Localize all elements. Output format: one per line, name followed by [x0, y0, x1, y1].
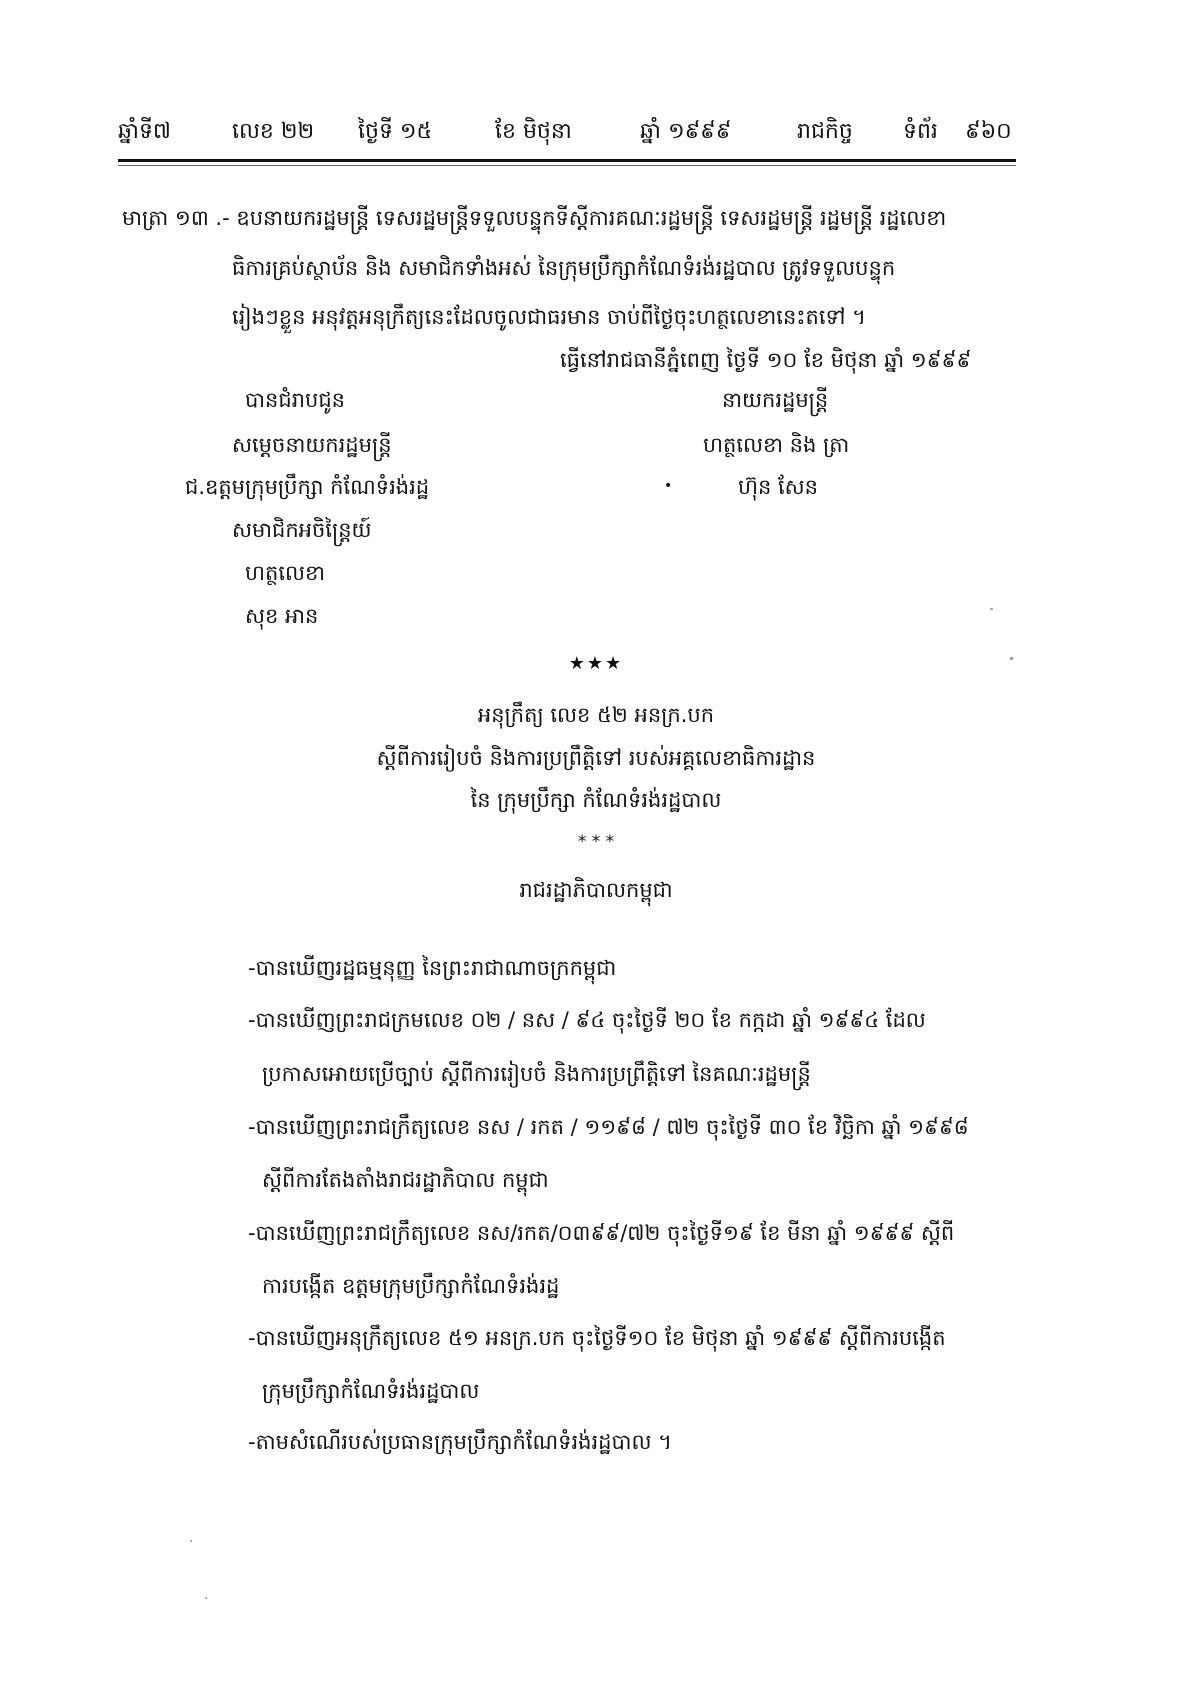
- header-year: ឆ្នាំទី៧: [118, 119, 171, 144]
- header-yearnum: ឆ្នាំ ១៩៩៩: [640, 119, 732, 144]
- consideration-3b: ស្តីពីការតែងតាំងរាជរដ្ឋាភិបាល កម្ពុជា: [262, 1168, 549, 1192]
- stars-separator-2: * * *: [577, 832, 615, 852]
- decree-title-2: ស្តីពីការរៀបចំ និងការប្រព្រឹត្តិទៅ របស់អគ្គលេខាធិការដ្ឋាន: [376, 746, 816, 770]
- consideration-6: -តាមសំណើរបស់ប្រធានក្រុមប្រឹក្សាកំណែទំរង់រដ្ឋបាល ។: [248, 1430, 672, 1454]
- government-heading: រាជរដ្ឋាភិបាលកម្ពុជា: [519, 878, 673, 902]
- dot-mark: •: [664, 478, 673, 494]
- consideration-5a: -បានឃើញអនុក្រឹត្យលេខ ៥១ អនក្រ.បក ចុះថ្ងៃទី១០ ខែ មិថុនា ឆ្នាំ ១៩៩៩ ស្តីពីការបង្កើត: [248, 1326, 946, 1350]
- header-day: ថ្ងៃទី ១៥: [358, 119, 433, 144]
- article-line-2: ធិការគ្រប់ស្ថាប័ន និង សមាជិកទាំងអស់ នៃក្រុមប្រឹក្សាកំណែទំរង់រដ្ឋបាល ត្រូវទទួលបន្ទុក: [232, 256, 896, 280]
- sign-left-5: ហត្ថលេខា: [245, 561, 325, 585]
- consideration-2a: -បានឃើញព្រះរាជក្រមលេខ ០២ / នស / ៩៤ ចុះថ្ងៃទី ២០ ខែ កក្កដា ឆ្នាំ ១៩៩៤ ដែល: [248, 1008, 926, 1032]
- consideration-3a: -បានឃើញព្រះរាជក្រឹត្យលេខ នស / រកត / ១១៩៨ / ៧២ ចុះថ្ងៃទី ៣០ ខែ វិច្ឆិកា ឆ្នាំ ១៩៩៨: [248, 1115, 969, 1139]
- header-month: ខែ មិថុនា: [495, 119, 572, 144]
- sign-right-2: ហត្ថលេខា និង ត្រា: [703, 433, 850, 457]
- scan-speck: [1010, 657, 1013, 660]
- scan-speck: [205, 1597, 207, 1599]
- consideration-4a: -បានឃើញព្រះរាជក្រឹត្យលេខ នស/រកត/០៣៩៩/៧២ ចុះថ្ងៃទី១៩ ខែ មីនា ឆ្នាំ ១៩៩៩ ស្តីពី: [248, 1221, 955, 1245]
- sign-left-3: ជ.ឧត្តមក្រុមប្រឹក្សា កំណែទំរង់រដ្ឋ: [185, 475, 430, 499]
- stars-separator: ★★★: [568, 653, 624, 674]
- place-date: ធ្វើនៅរាជធានីភ្នំពេញ ថ្ងៃទី ១០ ខែ មិថុនា ឆ្នាំ ១៩៩៩: [560, 348, 972, 372]
- article-line-1: មាត្រា ១៣ .- ឧបនាយករដ្ឋមន្ត្រី ទេសរដ្ឋមន្ត្រីទទួលបន្ទុកទីស្តីការគណៈរដ្ឋមន្ត្រី ទេសរដ្ឋមន្ត្រី រដ្ឋមន្ត្រី រដ្ឋលេខា: [122, 206, 947, 230]
- consideration-5b: ក្រុមប្រឹក្សាកំណែទំរង់រដ្ឋបាល: [262, 1379, 480, 1403]
- header-page-number: ៩៦០: [965, 119, 1012, 144]
- scan-speck: [990, 608, 993, 610]
- header-issue: លេខ ២២: [232, 119, 315, 144]
- sign-right-3: ហ៊ុន សែន: [738, 475, 818, 499]
- scan-speck: [190, 1540, 192, 1542]
- consideration-1: -បានឃើញរដ្ឋធម្មនុញ្ញ នៃព្រះរាជាណាចក្រកម្ពុជា: [248, 956, 617, 980]
- header-rule-thin: [118, 165, 1016, 166]
- header-page-label: ទំព័រ: [903, 119, 938, 144]
- decree-title-1: អនុក្រឹត្យ លេខ ៥២ អនក្រ.បក: [477, 703, 715, 727]
- consideration-4b: ការបង្កើត ឧត្តមក្រុមប្រឹក្សាកំណែទំរង់រដ្ឋ: [262, 1274, 560, 1298]
- sign-left-1: បានជំរាបជូន: [245, 388, 345, 412]
- article-line-3: រៀងៗខ្លួន អនុវត្តអនុក្រឹត្យនេះដែលចូលជាធរមាន ចាប់ពីថ្ងៃចុះហត្ថលេខានេះតទៅ ។: [232, 305, 867, 329]
- sign-left-2: សម្តេចនាយករដ្ឋមន្ត្រី: [232, 433, 392, 457]
- decree-title-3: នៃ ក្រុមប្រឹក្សា កំណែទំរង់រដ្ឋបាល: [470, 788, 722, 812]
- consideration-2b: ប្រកាសអោយប្រើច្បាប់ ស្តីពីការរៀបចំ និងការប្រព្រឹត្តិទៅ នៃគណៈរដ្ឋមន្ត្រី: [262, 1062, 811, 1086]
- sign-left-4: សមាជិកអចិន្ត្រៃយ៍: [232, 518, 372, 542]
- sign-right-1: នាយករដ្ឋមន្ត្រី: [722, 388, 829, 412]
- sign-left-6: សុខ អាន: [245, 604, 319, 628]
- header-gazette: រាជកិច្ច: [797, 119, 853, 144]
- header-rule: [118, 159, 1016, 162]
